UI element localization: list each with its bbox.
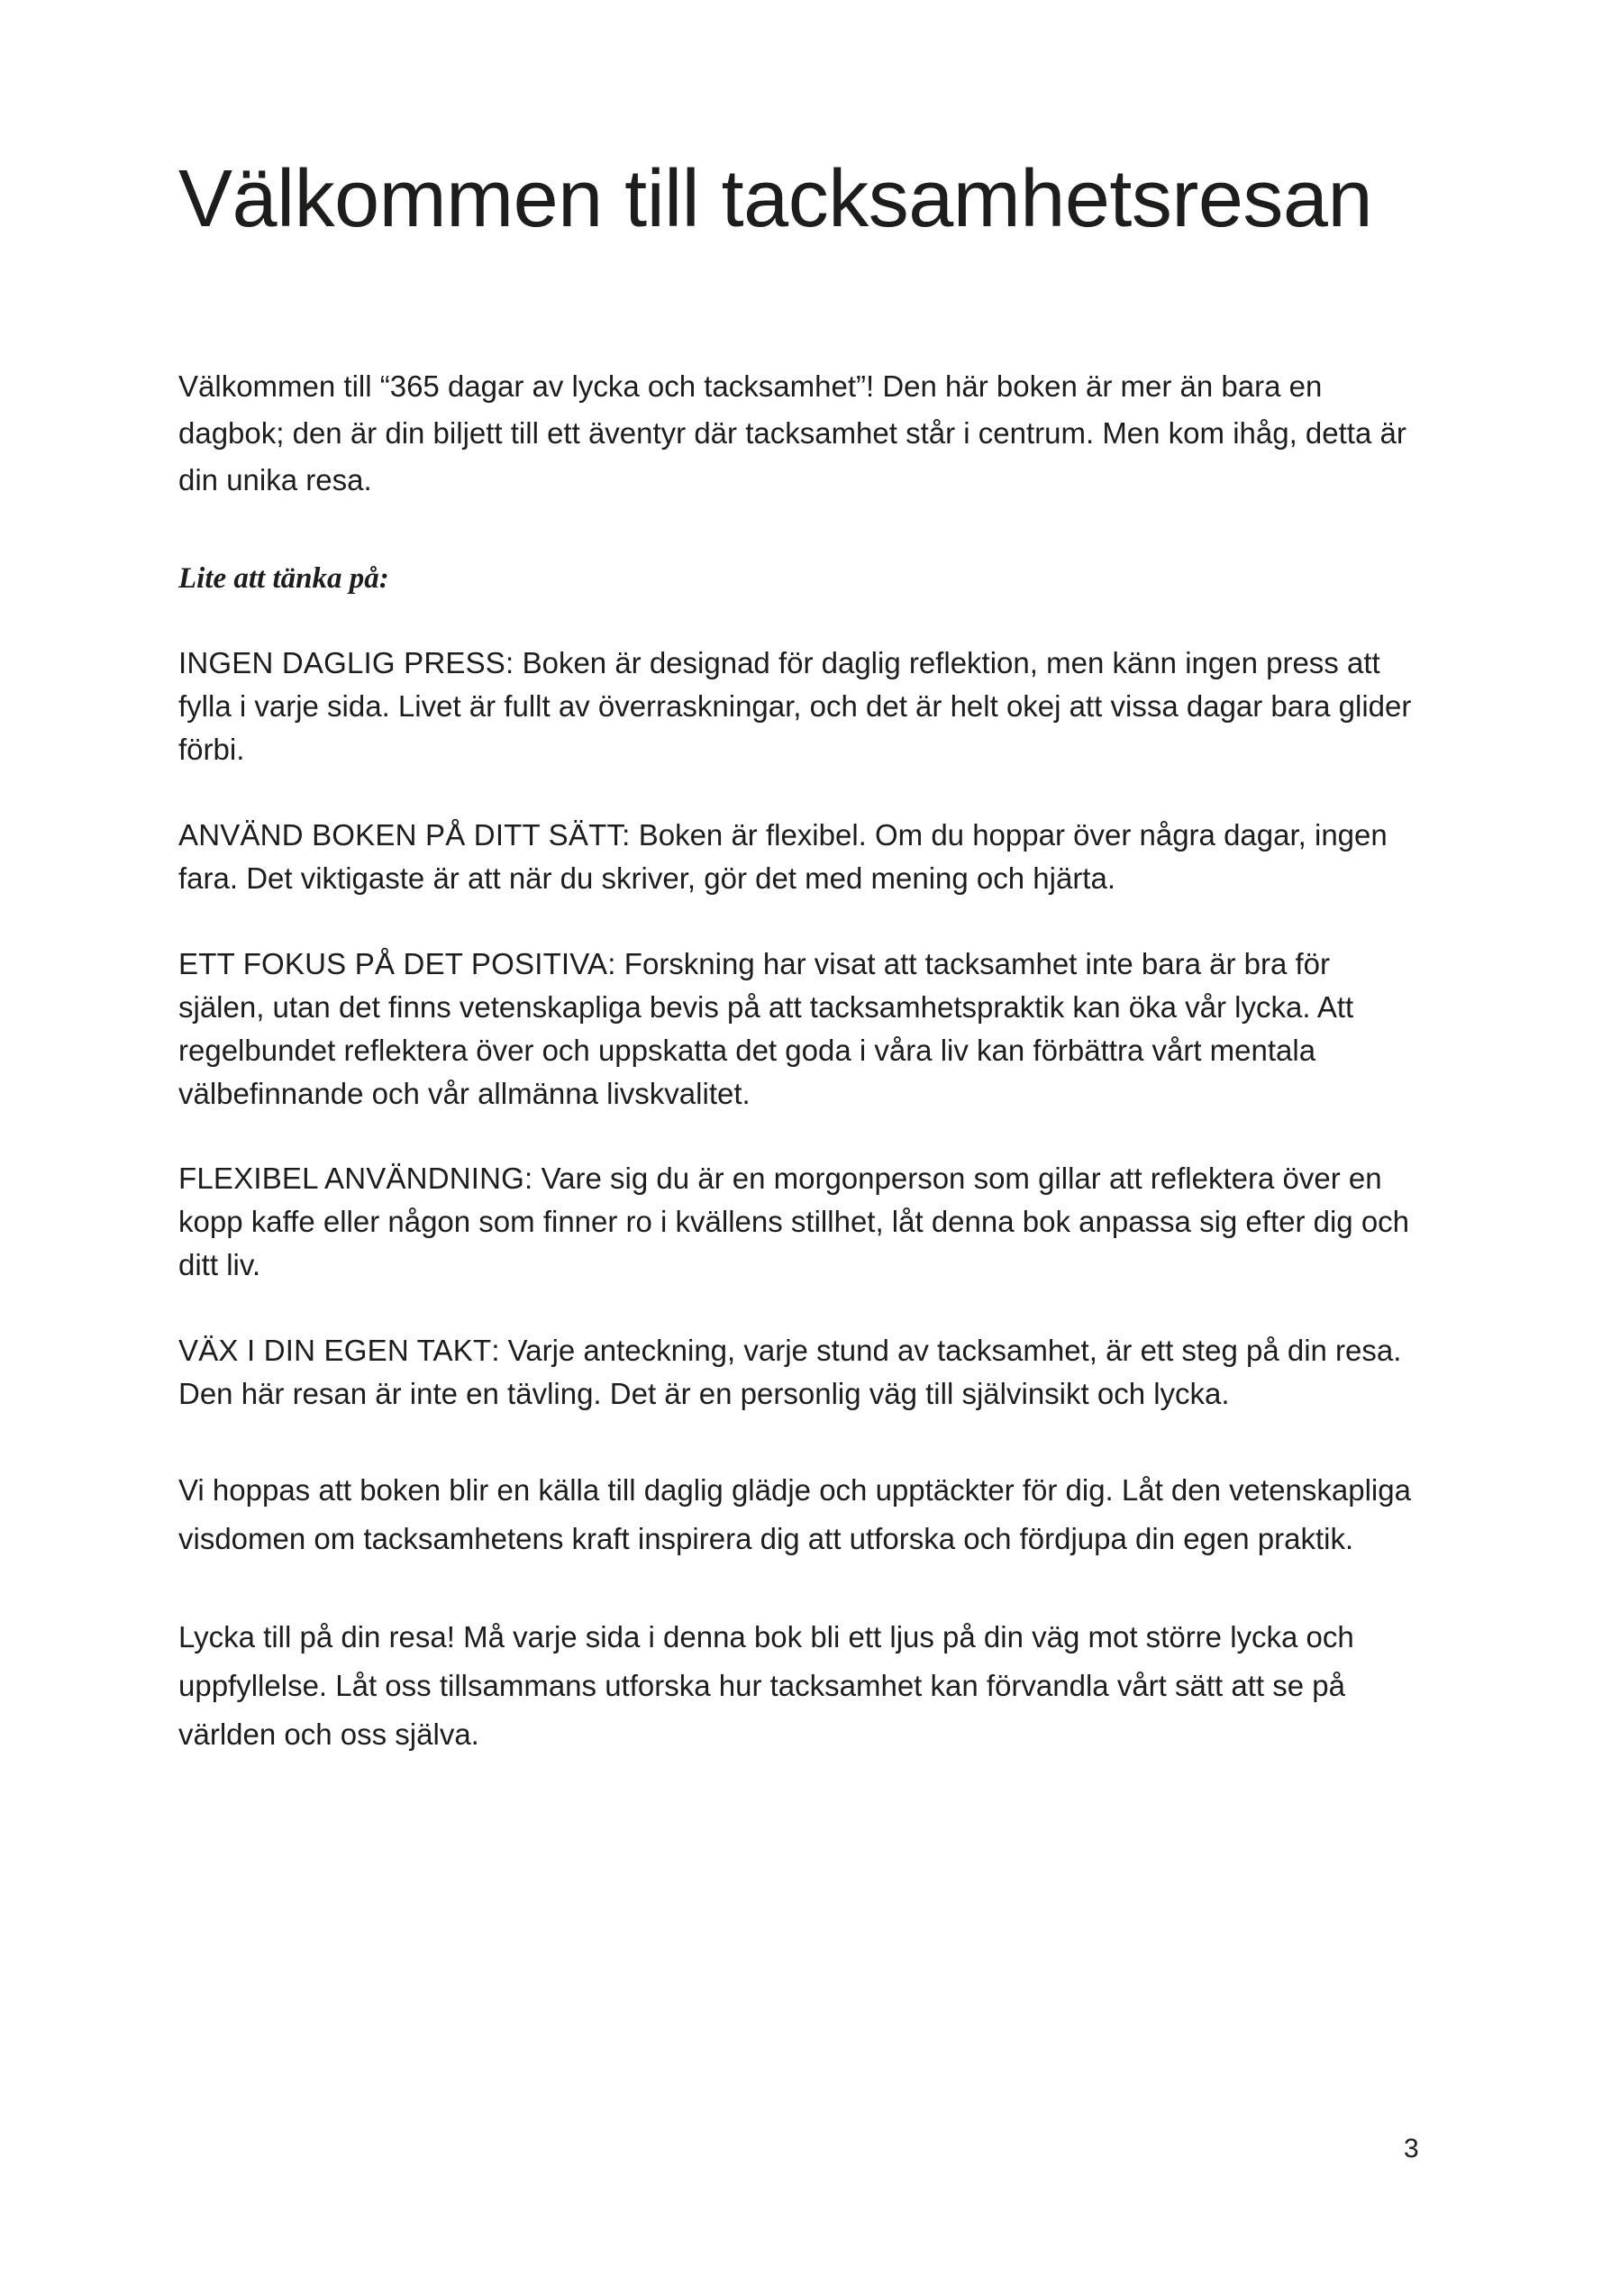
section-lead: FLEXIBEL ANVÄNDNING: — [178, 1162, 533, 1195]
intro-paragraph: Välkommen till “365 dagar av lycka och tacksamhet”! Den här boken är mer än bara en dagbok; den är din biljett till ett äventyr där tacksamhet står i centrum. Men kom ihåg, detta är din unika resa. — [178, 369, 1406, 497]
outro-paragraph-2: Lycka till på din resa! Må varje sida i denna bok bli ett ljus på din väg mot större lycka och uppfyllelse. Låt oss tillsammans utforska hur tacksamhet kan förvandla vårt sätt att se på världen och oss själva. — [178, 1620, 1354, 1751]
section-positive-focus — [178, 943, 1422, 1116]
section-text: Boken är flexibel. Om du hoppar över några dagar, ingen fara. Det viktigaste är att när du skriver, gör det med mening och hjärta. — [178, 818, 1388, 895]
section-lead: ETT FOKUS PÅ DET POSITIVA: — [178, 947, 616, 980]
section-use-your-way — [178, 814, 1422, 900]
section-lead: VÄX I DIN EGEN TAKT — [178, 1334, 492, 1367]
section-flexible-use — [178, 1157, 1422, 1287]
section-lead: INGEN DAGLIG PRESS: — [178, 646, 514, 679]
page-number: 3 — [1404, 2134, 1419, 2164]
section-text: Boken är designad för daglig reflektion, men känn ingen press att fylla i varje sida. Livet är fullt av överraskningar, och det är helt okej att vissa dagar bara glider förbi. — [178, 646, 1412, 766]
subheading: Lite att tänka på: — [178, 562, 389, 595]
outro-paragraph-1: Vi hoppas att boken blir en källa till daglig glädje och upptäckter för dig. Låt den vetenskapliga visdomen om tacksamhetens kraft inspirera dig att utforska och fördjupa din egen praktik. — [178, 1473, 1411, 1555]
section-own-pace — [178, 1329, 1422, 1416]
page-title: Välkommen till tacksamhetsresan — [178, 154, 1373, 244]
section-no-daily-pressure — [178, 642, 1422, 771]
section-text: Forskning har visat att tacksamhet inte bara är bra för själen, utan det finns vetenskapliga bevis på att tacksamhetspraktik kan öka vår lycka. Att regelbundet reflektera över och uppskatta det goda i våra liv kan förbättra vårt mentala välbefinnande och vår allmänna livskvalitet. — [178, 947, 1354, 1110]
section-text: Vare sig du är en morgonperson som gillar att reflektera över en kopp kaffe eller någon som finner ro i kvällens stillhet, låt denna bok anpassa sig efter dig och ditt liv. — [178, 1162, 1410, 1281]
section-lead: ANVÄND BOKEN PÅ DITT SÄTT: — [178, 818, 631, 852]
section-text: : Varje anteckning, varje stund av tacksamhet, är ett steg på din resa. Den här resan är inte en tävling. Det är en personlig väg till självinsikt och lycka. — [178, 1334, 1402, 1410]
